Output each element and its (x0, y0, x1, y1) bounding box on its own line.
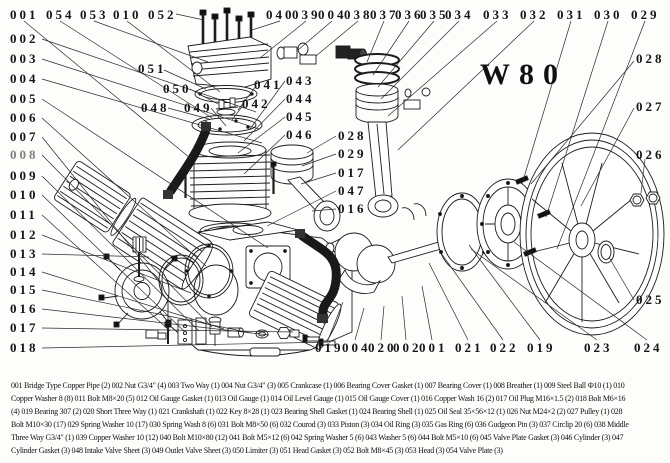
callout-023: 023 (584, 340, 613, 355)
callout-020: 020 (368, 340, 397, 355)
callout-009: 009 (10, 168, 39, 183)
callout-013: 013 (10, 246, 39, 261)
parts-list (11, 379, 669, 457)
piston-conrod-center (271, 145, 340, 231)
callout-005: 005 (10, 91, 39, 106)
callout-046: 046 (286, 127, 315, 142)
callout-050: 050 (163, 81, 192, 96)
callout-004-bottom: 004 (342, 340, 371, 355)
parts-list-line: 001 Bridge Type Copper Pipe (2) 002 Nut G3/4" (4) 003 Two Way (1) 004 Nut G3/4" (3) 005 Crankcase (1) 006 Bearing Cover Gasket (1) 007 Bearing Cover (1) 008 Breather (1) 009 Steel Ball Ф10 (1) 010 (11, 381, 625, 390)
callout-022: 022 (490, 340, 519, 355)
callout-007: 007 (10, 129, 39, 144)
callout-016-left: 016 (10, 301, 39, 316)
callout-021: 021 (455, 340, 484, 355)
callout-045: 045 (286, 109, 315, 124)
model-label: W80 (480, 58, 567, 91)
callout-051: 051 (138, 61, 167, 76)
callout-037: 037 (370, 7, 399, 22)
callout-019-bottom2: 019 (527, 340, 556, 355)
callout-042: 042 (242, 96, 271, 111)
callout-003: 003 (10, 51, 39, 66)
callout-043: 043 (286, 73, 315, 88)
callout-030: 030 (594, 7, 623, 22)
callout-012: 012 (10, 227, 39, 242)
head-fittings (277, 43, 367, 64)
callout-015: 015 (10, 282, 39, 297)
callout-017-mid: 017 (338, 165, 367, 180)
oil-seal (598, 241, 614, 263)
parts-list-line: Copper Washer 8 (8) 011 Bolt M8×20 (5) 012 Oil Gauge Gasket (1) 013 Oil Gauge (1) 014 Oil Level Gauge (1) 015 Oil Gauge Cover (1) 016 Copper Wash 16 (2) 017 Oil Plug M16×1.5 (2) 018 Bolt M6×16 (11, 394, 626, 403)
callout-053: 053 (80, 7, 109, 22)
callout-052: 052 (148, 7, 177, 22)
callout-018: 018 (10, 340, 39, 355)
callout-040: 040 (266, 7, 295, 22)
callout-002-bottom: 002 (393, 340, 422, 355)
callout-014: 014 (10, 264, 39, 279)
parts-list-line: Three Way G3/4" (1) 039 Copper Washer 10 (12) 040 Bolt M10×80 (12) 041 Bolt M5×12 (6) 042 Spring Washer 5 (6) 043 Washer 5 (6) 044 Bolt M5×10 (6) 045 Valve Plate Gasket (3) 046 Cylinder (3) 047 (11, 433, 624, 442)
callout-001-bottom: 001 (419, 340, 448, 355)
callout-031: 031 (557, 7, 586, 22)
callout-032: 032 (520, 7, 549, 22)
callout-010-top: 010 (113, 7, 142, 22)
callout-035: 035 (420, 7, 449, 22)
callout-033: 033 (483, 7, 512, 22)
parts-list-line: (4) 019 Bearing 307 (2) 020 Short Three Way (1) 021 Crankshaft (1) 022 Key 8×28 (1) 023 Bearing Shell Gasket (1) 024 Bearing Shell (1) 025 Oil Seal 35×56×12 (1) 026 Nut M24×2 (2) 027 Pulley (1) 028 (11, 407, 623, 416)
callout-039: 039 (292, 7, 321, 22)
callout-044: 044 (286, 91, 315, 106)
callout-006: 006 (10, 110, 39, 125)
callout-025: 025 (636, 292, 665, 307)
callout-036: 036 (395, 7, 424, 22)
callout-047: 047 (338, 183, 367, 198)
callout-048: 048 (141, 100, 170, 115)
parts-list-line: Bolt M10×30 (17) 029 Spring Washer 10 (17) 030 Spring Wash 8 (6) 031 Bolt M8×50 (6) 032 Courod (3) 033 Piston (3) 034 Oil Ring (3) 035 Gas Ring (6) 036 Gudgeon Pin (3) 037 Circlip 20 (6) 038 Middle (11, 420, 629, 429)
callout-019-bottom: 019 (315, 340, 344, 355)
callout-038: 038 (344, 7, 373, 22)
callout-001-top: 001 (10, 7, 39, 22)
callout-008: 008 (10, 147, 39, 162)
callout-054: 054 (46, 7, 75, 22)
callout-029-top: 029 (631, 7, 660, 22)
callout-034: 034 (445, 7, 474, 22)
callout-026: 026 (636, 147, 665, 162)
callout-029-mid: 029 (338, 146, 367, 161)
callout-004-top: 004 (318, 7, 347, 22)
callout-004-left: 004 (10, 71, 39, 86)
parts-list-line: Cylinder Gasket (3) 048 Intake Valve Sheet (3) 049 Outlet Valve Sheet (3) 050 Limiter (3) 051 Head Gasket (3) 052 Bolt M8×45 (3) 053 Head (3) 054 Valve Plate (3) (11, 446, 503, 455)
callout-024: 024 (634, 340, 663, 355)
callout-028-right: 028 (636, 51, 665, 66)
callout-049: 049 (184, 100, 213, 115)
callout-016-mid: 016 (338, 201, 367, 216)
callout-028-mid: 028 (338, 128, 367, 143)
callout-017-left: 017 (10, 320, 39, 335)
callout-002-left: 002 (10, 31, 39, 46)
callout-010-left: 010 (10, 187, 39, 202)
callout-011: 011 (10, 207, 38, 222)
callout-027: 027 (636, 99, 665, 114)
callout-041: 041 (254, 77, 283, 92)
